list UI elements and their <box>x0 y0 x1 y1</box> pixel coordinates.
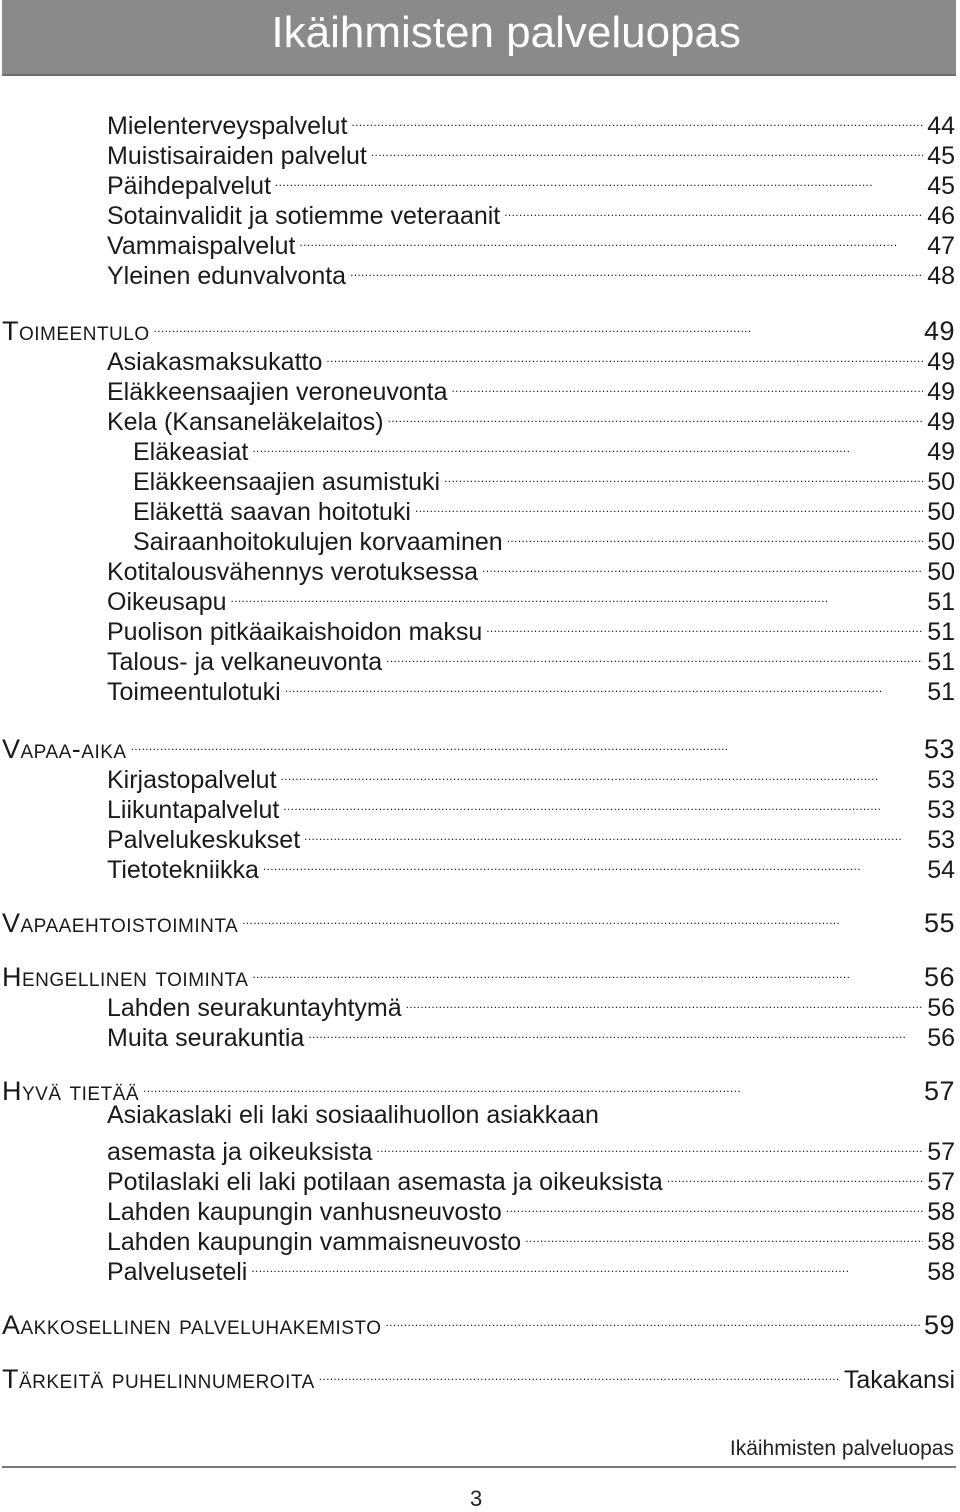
toc-entry-page: 56 <box>927 994 955 1022</box>
toc-entry-label: Talous- ja velkaneuvonta <box>107 648 383 676</box>
toc-entry[interactable] <box>107 640 955 676</box>
toc-entry[interactable] <box>133 430 955 466</box>
leader-dots <box>231 580 924 610</box>
toc-entry-label: Lahden kaupungin vammaisneuvosto <box>107 1228 522 1256</box>
toc-entry[interactable] <box>133 490 955 526</box>
toc-entry-page: 44 <box>927 112 955 140</box>
toc-entry[interactable] <box>107 104 955 140</box>
toc-section-label: Toimeentulo <box>2 316 150 346</box>
leader-dots <box>486 610 923 640</box>
toc-entry[interactable] <box>107 340 955 376</box>
toc-entry-page: 56 <box>927 1024 955 1052</box>
toc-entry-label: Eläkettä saavan hoitotuki <box>133 498 411 526</box>
toc-entry-page: 53 <box>927 766 955 794</box>
leader-dots <box>275 164 923 194</box>
toc-entry-label: Yleinen edunvalvonta <box>107 262 347 290</box>
toc-entry[interactable] <box>107 164 955 200</box>
toc-entry-page: 51 <box>927 678 955 706</box>
toc-entry-label: Oikeusapu <box>107 588 227 616</box>
toc-entry-page: 50 <box>927 558 955 586</box>
footer-divider <box>2 1466 956 1468</box>
leader-dots <box>251 1250 923 1280</box>
toc-entry[interactable] <box>107 758 955 794</box>
toc-entry-label: Eläkkeensaajien asumistuki <box>133 468 441 496</box>
toc-entry[interactable] <box>107 986 955 1022</box>
toc-entry-label: Mielenterveyspalvelut <box>107 112 348 140</box>
footer-title: Ikäihmisten palveluopas <box>729 1437 954 1460</box>
toc-entry-page: 56 <box>923 962 955 992</box>
toc-entry-page: 57 <box>927 1168 955 1196</box>
leader-dots <box>507 520 924 550</box>
toc-section-toimeentulo[interactable] <box>2 310 955 346</box>
toc-entry[interactable] <box>107 1190 955 1226</box>
toc-section-tarkeita-puhelinnumeroita[interactable] <box>2 1358 955 1394</box>
toc-entry-page: 53 <box>927 796 955 824</box>
toc-entry[interactable] <box>107 580 955 616</box>
leader-dots <box>350 254 923 284</box>
toc-entry-label: Eläkeasiat <box>133 438 249 466</box>
leader-dots <box>667 1160 923 1190</box>
toc-entry-page: 50 <box>927 468 955 496</box>
toc-entry-label: Lahden seurakuntayhtymä <box>107 994 402 1022</box>
toc-entry-page: 50 <box>927 498 955 526</box>
toc-entry-label: Asiakasmaksukatto <box>107 348 323 376</box>
toc-entry-label: Tietotekniikka <box>107 856 259 884</box>
toc-entry-page: 51 <box>927 648 955 676</box>
leader-dots <box>371 134 923 164</box>
leader-dots <box>388 400 924 430</box>
leader-dots <box>504 194 923 224</box>
toc-entry-label: Kotitalousvähennys verotuksessa <box>107 558 479 586</box>
toc-entry[interactable] <box>107 1220 955 1256</box>
toc-entry[interactable] <box>107 224 955 260</box>
toc-entry-label: Puolison pitkäaikaishoidon maksu <box>107 618 483 646</box>
toc-section-label: Hyvä tietää <box>2 1076 140 1106</box>
toc-entry-label: Eläkkeensaajien veroneuvonta <box>107 378 448 406</box>
toc-section-vapaa-aika[interactable] <box>2 728 955 764</box>
toc-entry-label: Muistisairaiden palvelut <box>107 142 367 170</box>
toc-entry-page: 57 <box>927 1138 955 1166</box>
toc-entry-page: 45 <box>927 142 955 170</box>
leader-dots <box>406 986 924 1016</box>
header-bar <box>2 0 956 76</box>
toc-entry-page: Takakansi <box>843 1366 955 1394</box>
toc-entry[interactable] <box>107 670 955 706</box>
leader-dots <box>285 670 923 700</box>
toc-entry[interactable] <box>107 1130 955 1166</box>
toc-entry-page: 49 <box>927 348 955 376</box>
toc-entry[interactable] <box>107 194 955 230</box>
toc-entry[interactable] <box>133 460 955 496</box>
toc-entry-label: Toimeentulotuki <box>107 678 281 706</box>
leader-dots <box>452 370 924 400</box>
toc-entry-page: 47 <box>927 232 955 260</box>
toc-entry-label: asemasta ja oikeuksista <box>107 1138 373 1166</box>
toc-entry-page: 51 <box>927 618 955 646</box>
toc-entry[interactable] <box>107 788 955 824</box>
toc-section-aakkosellinen-palveluhakemisto[interactable] <box>2 1304 955 1340</box>
toc-entry-page: 57 <box>923 1076 955 1106</box>
toc-entry-label-line1[interactable]: Asiakaslaki eli laki sosiaalihuollon asiakkaan <box>107 1101 599 1129</box>
toc-entry-page: 59 <box>923 1310 955 1340</box>
leader-dots <box>482 550 923 580</box>
page-number: 3 <box>470 1486 483 1511</box>
leader-dots <box>376 1130 923 1160</box>
toc-entry-page: 55 <box>923 908 955 938</box>
toc-entry-page: 51 <box>927 588 955 616</box>
leader-dots <box>308 1016 923 1046</box>
toc-entry-label: Liikuntapalvelut <box>107 796 280 824</box>
leader-dots <box>326 340 923 370</box>
toc-entry[interactable] <box>107 254 955 290</box>
toc-section-label: Vapaaehtoistoiminta <box>2 908 239 938</box>
page-title: Ikäihmisten palveluopas <box>271 8 741 57</box>
leader-dots <box>300 224 924 254</box>
leader-dots <box>242 902 920 932</box>
toc-entry-label: Päihdepalvelut <box>107 172 272 200</box>
toc-entry-label: Kirjastopalvelut <box>107 766 277 794</box>
leader-dots <box>385 1304 919 1334</box>
toc-entry-page: 50 <box>927 528 955 556</box>
toc-entry[interactable] <box>107 1250 955 1286</box>
toc-entry-page: 45 <box>927 172 955 200</box>
toc-section-hengellinen-toiminta[interactable] <box>2 956 955 992</box>
toc-entry-label: Sairaanhoitokulujen korvaaminen <box>133 528 503 556</box>
toc-entry[interactable] <box>107 1016 955 1052</box>
toc-entry-page: 49 <box>927 438 955 466</box>
toc-entry[interactable] <box>107 134 955 170</box>
leader-dots <box>252 430 923 460</box>
toc-entry-page: 53 <box>923 734 955 764</box>
leader-dots <box>319 1358 840 1388</box>
toc-entry[interactable] <box>133 520 955 556</box>
toc-section-hyva-tietaa[interactable] <box>2 1070 955 1106</box>
toc-entry-page: 49 <box>927 408 955 436</box>
leader-dots <box>252 956 920 986</box>
toc-entry-page: 54 <box>927 856 955 884</box>
toc-entry-page: 58 <box>927 1198 955 1226</box>
leader-dots <box>415 490 923 520</box>
toc-entry-label: Potilaslaki eli laki potilaan asemasta ja oikeuksista <box>107 1168 663 1196</box>
toc-entry-label: Palveluseteli <box>107 1258 248 1286</box>
toc-section-label: Vapaa-aika <box>2 734 127 764</box>
leader-dots <box>263 848 923 878</box>
toc-section-label: Aakkosellinen palveluhakemisto <box>2 1310 382 1340</box>
toc-entry-label: Vammaispalvelut <box>107 232 296 260</box>
leader-dots <box>281 758 924 788</box>
toc-entry[interactable] <box>107 370 955 406</box>
toc-entry[interactable] <box>107 550 955 586</box>
toc-entry-page: 49 <box>923 316 955 346</box>
leader-dots <box>351 104 923 134</box>
toc-entry-label: Muita seurakuntia <box>107 1024 305 1052</box>
toc-entry-page: 53 <box>927 826 955 854</box>
leader-dots <box>525 1220 923 1250</box>
toc-entry-label: Palvelukeskukset <box>107 826 301 854</box>
toc-entry-page: 58 <box>927 1228 955 1256</box>
leader-dots <box>154 310 920 340</box>
toc-entry-page: 46 <box>927 202 955 230</box>
toc-entry-page: 48 <box>927 262 955 290</box>
toc-entry-label: Lahden kaupungin vanhusneuvosto <box>107 1198 502 1226</box>
leader-dots <box>143 1070 920 1100</box>
toc-entry[interactable] <box>107 610 955 646</box>
leader-dots <box>304 818 923 848</box>
leader-dots <box>506 1190 923 1220</box>
toc-section-vapaaehtoistoiminta[interactable] <box>2 902 955 938</box>
leader-dots <box>444 460 923 490</box>
toc-entry[interactable] <box>107 400 955 436</box>
toc-entry[interactable] <box>107 818 955 854</box>
toc-entry[interactable] <box>107 1160 955 1196</box>
toc-entry-label: Kela (Kansaneläkelaitos) <box>107 408 384 436</box>
toc-entry-page: 58 <box>927 1258 955 1286</box>
toc-section-label: Hengellinen toiminta <box>2 962 249 992</box>
leader-dots <box>283 788 923 818</box>
toc-entry-page: 49 <box>927 378 955 406</box>
toc-section-label: Tärkeitä puhelinnumeroita <box>2 1364 315 1394</box>
toc-entry[interactable] <box>107 848 955 884</box>
toc-entry-label: Sotainvalidit ja sotiemme veteraanit <box>107 202 501 230</box>
leader-dots <box>131 728 920 758</box>
leader-dots <box>386 640 923 670</box>
